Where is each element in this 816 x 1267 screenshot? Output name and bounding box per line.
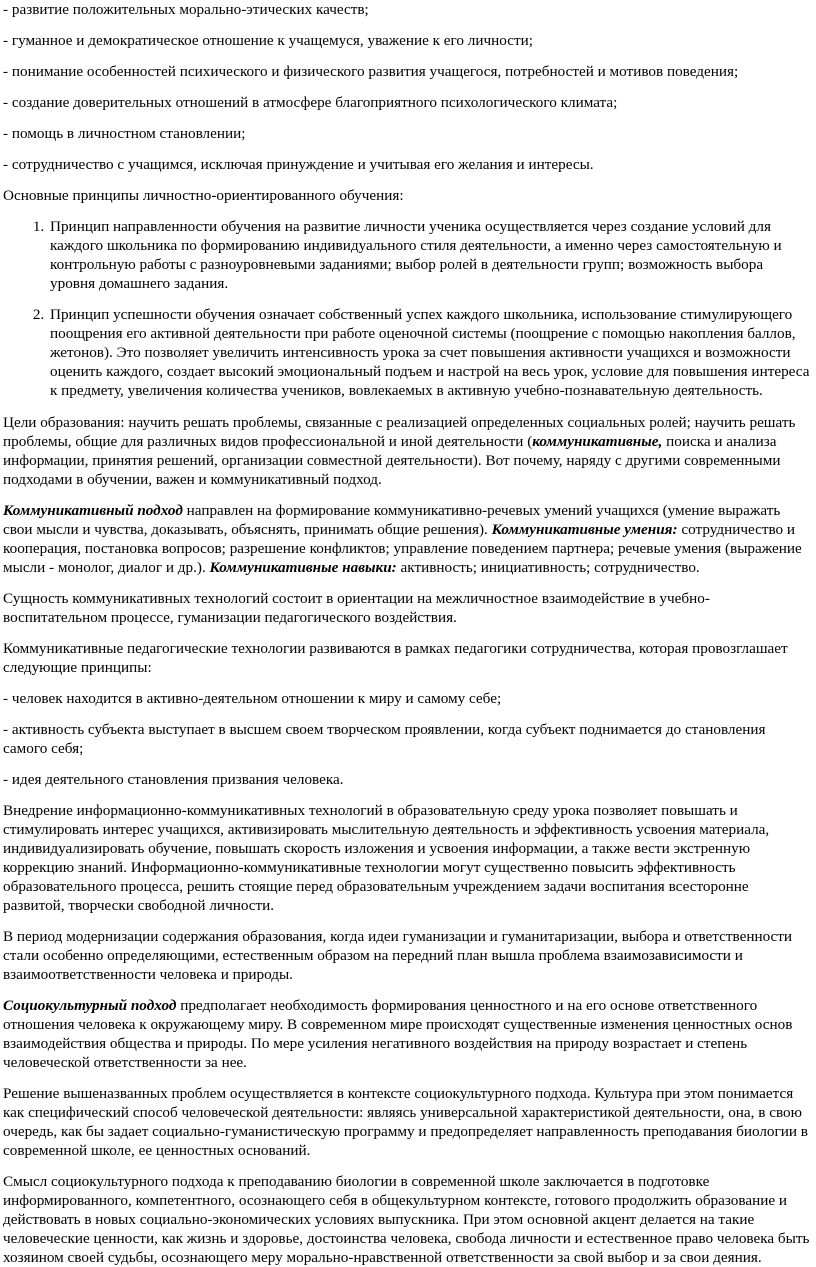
bullet-item: - сотрудничество с учащимся, исключая принуждение и учитывая его желания и интересы. [3, 155, 810, 174]
communicative-approach-term: Коммуникативный подход [3, 502, 183, 519]
modernization-paragraph: В период модернизации содержания образования, когда идеи гуманизации и гуманитаризации, выбора и ответственности стали особенно определяющими, естественным образом на передний план вышла проблема взаимозависимости и взаимоответственности человека и природы. [3, 928, 793, 983]
bullet-item: - помощь в личностном становлении; [3, 124, 810, 143]
bullet-item: - идея деятельного становления призвания человека. [3, 770, 810, 789]
essence-paragraph: Сущность коммуникативных технологий состоит в ориентации на межличностное взаимодействие в учебно-воспитательном процессе, гуманизации педагогического воздействия. [3, 590, 710, 626]
ict-paragraph: Внедрение информационно-коммуникативных технологий в образовательную среду урока позволяет повышать и стимулировать интерес учащихся, активизировать мыслительную деятельность и эффективность усвоения материала, индивидуализировать обучение, повышать скорость изложения и усвоения информации, а также вести экстренную коррекцию знаний. Информационно-коммуникативные технологии могут существенно повысить эффективность образовательного процесса, решить стоящие перед образовательным учреждением задачи воспитания всесторонне развитой, творчески свободной личности. [3, 802, 770, 914]
principles-list [3, 217, 810, 400]
cooperation-intro: Коммуникативные педагогические технологии развиваются в рамках педагогики сотрудничества, которая провозглашает следующие принципы: [3, 640, 788, 676]
solution-paragraph: Решение вышеназванных проблем осуществляется в контексте социокультурного подхода. Культура при этом понимается как специфический способ человеческой деятельности: являясь универсальной характеристикой деятельности, она, в свою очередь, как бы задает социально-гуманистическую программу и предопределяет направленность преподавания биологии в современной школе, ее ценностных оснований. [3, 1085, 808, 1159]
communicative-habits-term: Коммуникативные навыки: [209, 559, 397, 576]
bullet-item: - активность субъекта выступает в высшем своем творческом проявлении, когда субъект поднимается до становления самого себя; [3, 720, 810, 758]
bullet-item: - создание доверительных отношений в атмосфере благоприятного психологического климата; [3, 93, 810, 112]
meaning-paragraph: Смысл социокультурного подхода к преподаванию биологии в современной школе заключается в подготовке информированного, компетентного, осознающего себя в общекультурном контексте, готового продолжить образование и действовать в новых социально-экономических условиях выпускника. При этом основной акцент делается на такие человеческие ценности, как жизнь и здоровье, достоинства человека, свобода личности и естественное право человека быть хозяином своей судьбы, осознающего меру морально-нравственной ответственности за свой выбор и за свои деяния. [3, 1173, 810, 1266]
sociocultural-term: Социокультурный подход [3, 997, 177, 1014]
goals-paragraph [3, 413, 810, 489]
bullet-item: - понимание особенностей психического и физического развития учащегося, потребностей и мотивов поведения; [3, 62, 810, 81]
communicative-text: направлен на формирование коммуникативно-речевых умений учащихся (умение выражать свои мысли и чувства, доказывать, объяснять, принимать общие решения). [3, 502, 781, 538]
goals-text-end: поиска и анализа информации, принятия решений, организации совместной деятельности). Вот почему, наряду с другими современными подходами в обучении, важен и коммуникативный подход. [3, 433, 781, 488]
communicative-text: активность; инициативность; сотрудничество. [396, 559, 700, 576]
sociocultural-paragraph [3, 996, 810, 1072]
goals-text-start: Цели образования: научить решать проблемы, связанные с реализацией определенных социальных ролей; научить решать проблемы, общие для различных видов профессиональной и иной деятельности ( [3, 414, 796, 450]
principle-item: 1. Принцип направленности обучения на развитие личности ученика осуществляется через создание условий для каждого школьника по формированию индивидуального стиля деятельности, а именно через самостоятельную и контрольную работы с разноуровневыми заданиями; выбор ролей в деятельности групп; возможность выбора уровня домашнего задания. [48, 217, 810, 293]
principles-intro: Основные принципы личностно-ориентированного обучения: [3, 187, 404, 204]
principle-item: 2. Принцип успешности обучения означает собственный успех каждого школьника, использование стимулирующего поощрения его активной деятельности при работе оценочной системы (поощрение с помощью накопления баллов, жетонов). Это позволяет увеличить интенсивность урока за счет повышения активности учащихся и возможности оценить каждого, создает высокий эмоциональный подъем и настрой на весь урок, условие для повышения интереса к предмету, увеличения количества учеников, вовлекаемых в активную учебно-познавательную деятельность. [48, 305, 810, 400]
bullet-item: - человек находится в активно-деятельном отношении к миру и самому себе; [3, 689, 810, 708]
communicative-paragraph [3, 501, 810, 577]
communicative-skills-term: Коммуникативные умения: [491, 521, 678, 538]
bullet-item: - гуманное и демократическое отношение к учащемуся, уважение к его личности; [3, 31, 810, 50]
sociocultural-text: предполагает необходимость формирования ценностного и на его основе ответственного отношения человека к окружающему миру. В современном мире происходят существенные изменения ценностных основ взаимодействия общества и природы. По мере усиления негативного воздействия на природу возрастает и степень человеческой ответственности за нее. [3, 997, 793, 1071]
goals-emphasis: коммуникативные, [532, 433, 663, 450]
bullet-item: - развитие положительных морально-этических качеств; [3, 0, 810, 19]
communicative-text: сотрудничество и кооперация, постановка вопросов; разрешение конфликтов; управление поведением партнера; речевые умения (выражение мысли - монолог, диалог и др.). [3, 521, 802, 576]
